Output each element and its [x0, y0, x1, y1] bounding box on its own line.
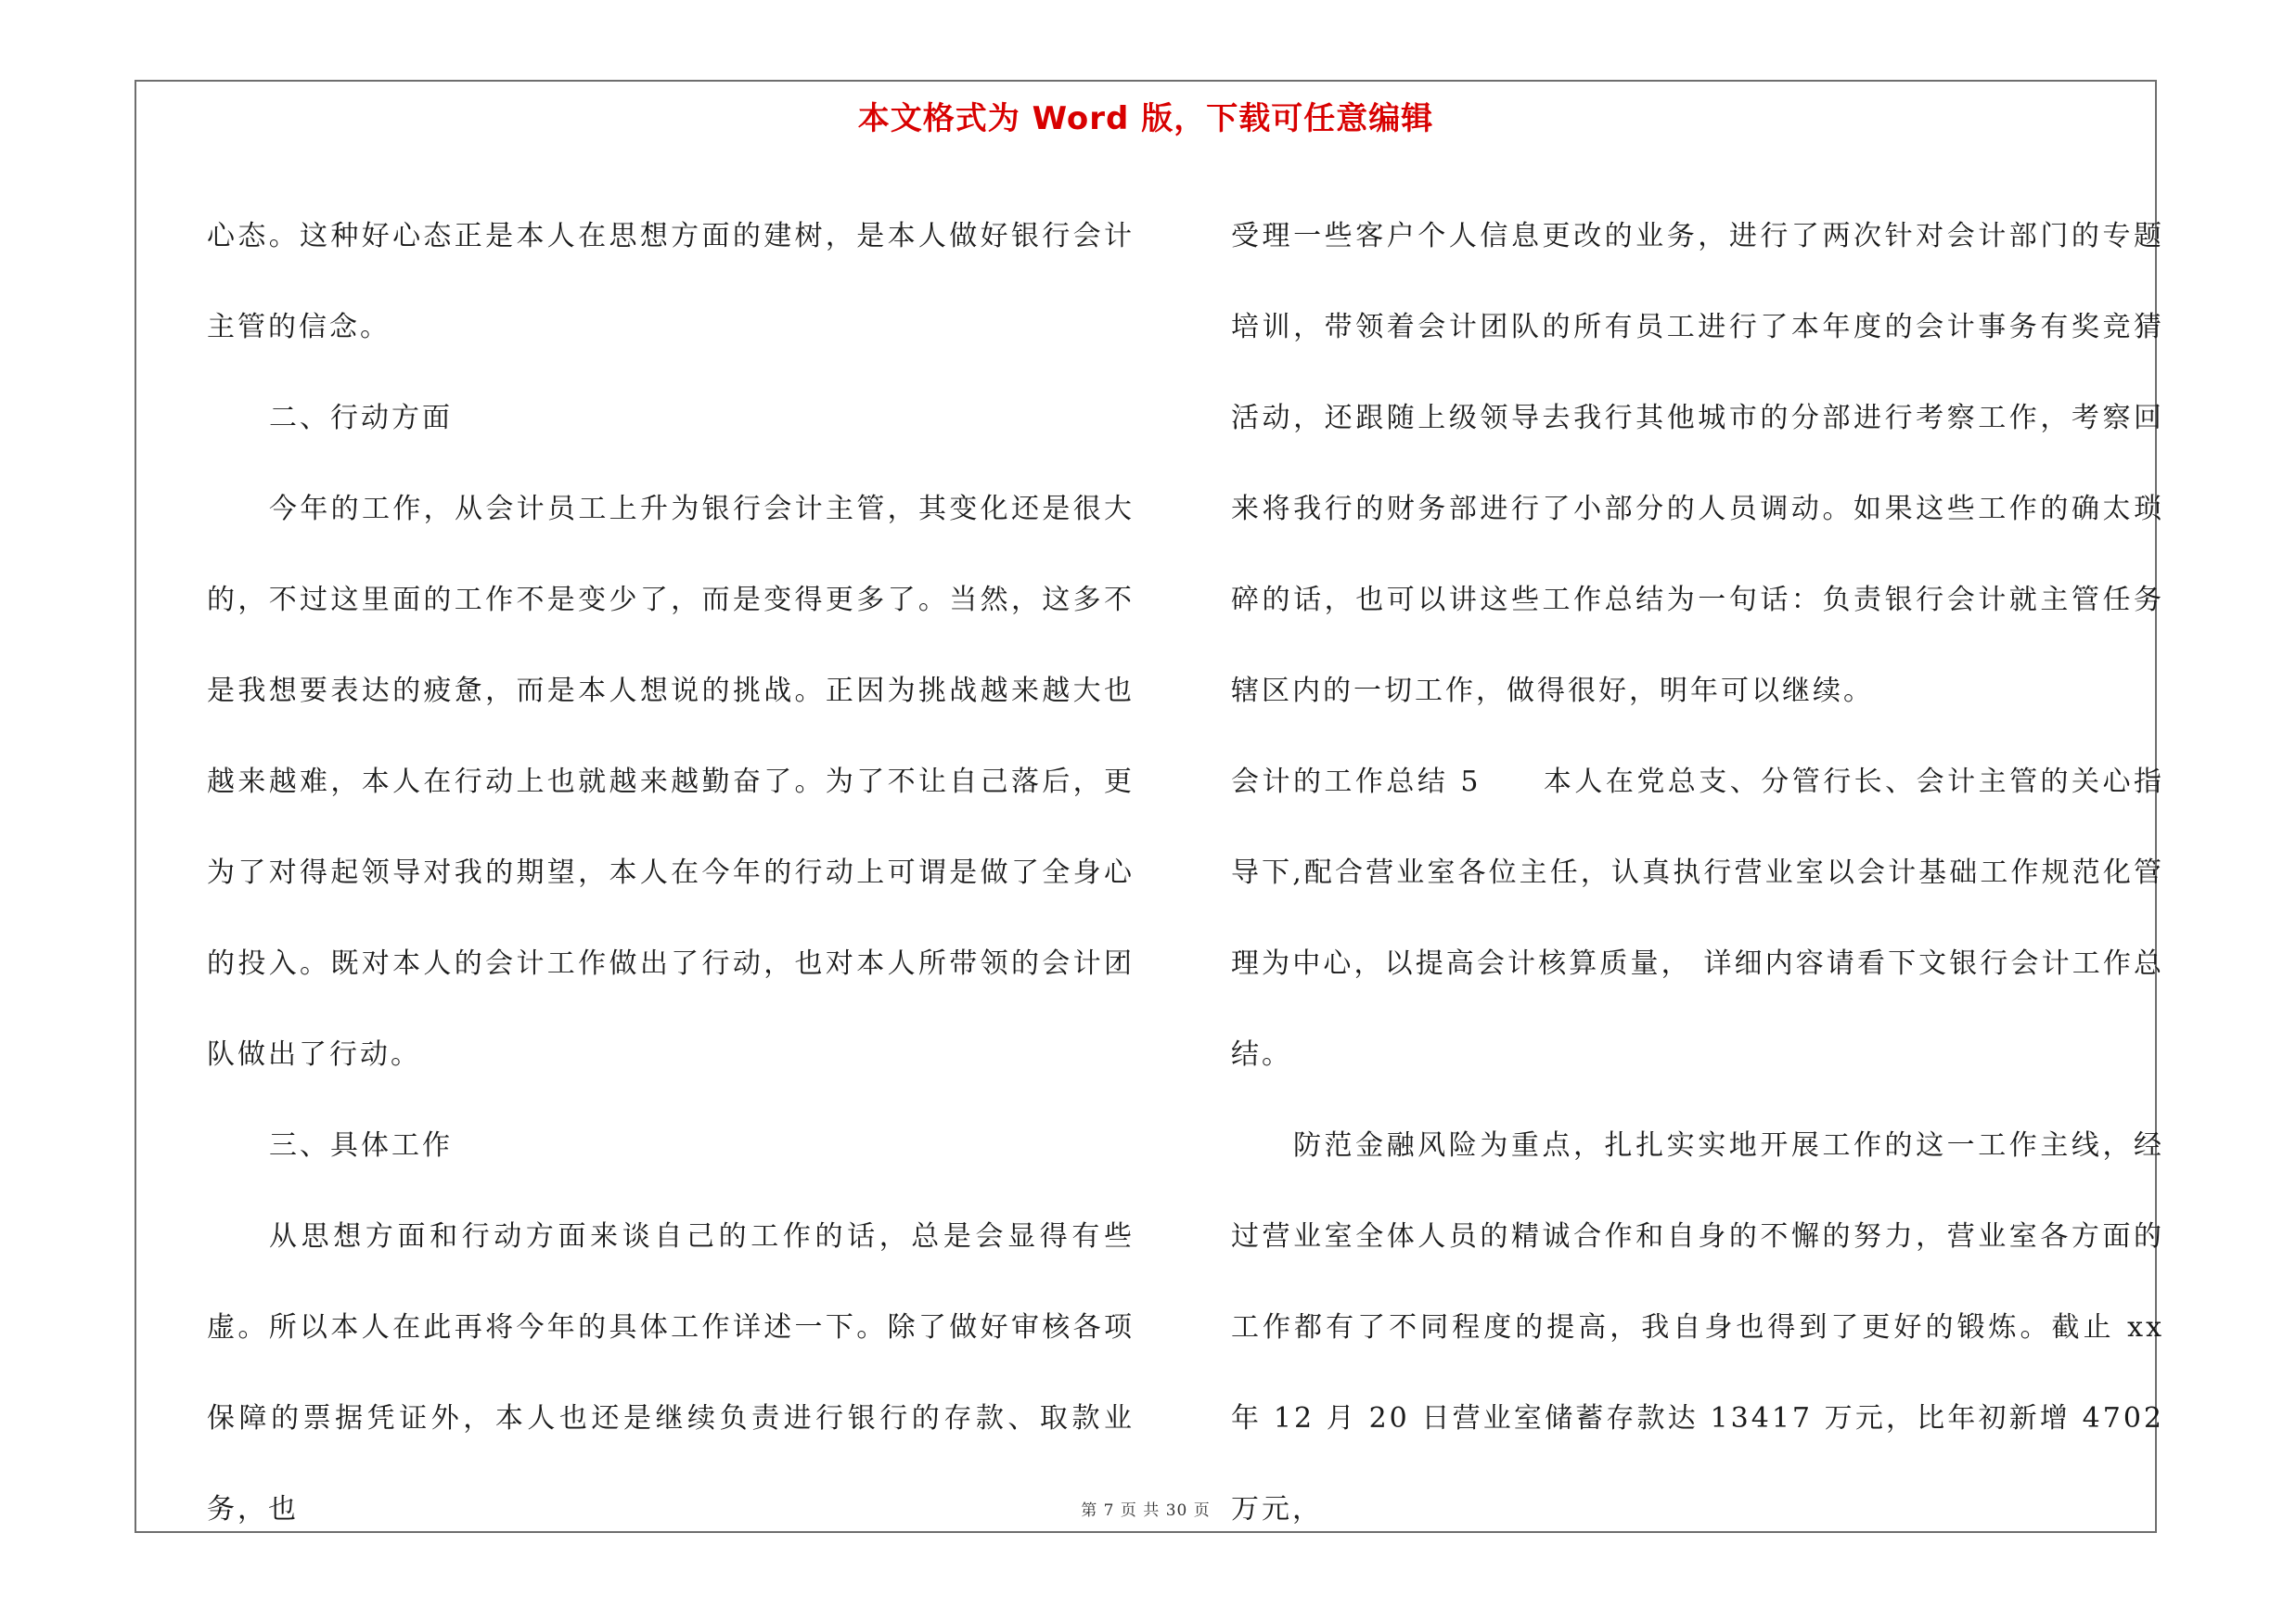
paragraph-work-details: 受理一些客户个人信息更改的业务，进行了两次针对会计部门的专题培训，带领着会计团队的所有员工进行了本年度的会计事务有奖竞猜活动，还跟随上级领导去我行其他城市的分部进行考察工作，考察回来将我行的财务部进行了小部分的人员调动。如果这些工作的确太琐碎的话，也可以讲这些工作总结为一句话：负责银行会计就主管任务辖区内的一切工作，做得很好，明年可以继续。: [1231, 220, 2164, 707]
paragraph-summary-5-intro: 会计的工作总结 5 本人在党总支、分管行长、会计主管的关心指导下,配合营业室各位主任，认真执行营业室以会计基础工作规范化管理为中心，以提高会计核算质量， 详细内容请看下文银行会计工作总结。: [1231, 766, 2164, 1071]
paragraph-risk-prevention: 防范金融风险为重点，扎扎实实地开展工作的这一工作主线，经过营业室全体人员的精诚合作和自身的不懈的努力，营业室各方面的工作都有了不同程度的提高，我自身也得到了更好的锻炼。截止 xx 年 12 月 20 日营业室储蓄存款达 13417 万元，比年初新增 4702 万元，: [1231, 1129, 2164, 1526]
paragraph-actions: 今年的工作，从会计员工上升为银行会计主管，其变化还是很大的，不过这里面的工作不是变少了，而是变得更多了。当然，这多不是我想要表达的疲惫，而是本人想说的挑战。正因为挑战越来越大也越来越难，本人在行动上也就越来越勤奋了。为了不让自己落后，更为了对得起领导对我的期望，本人在今年的行动上可谓是做了全身心的投入。既对本人的会计工作做出了行动，也对本人所带领的会计团队做出了行动。: [207, 493, 1135, 1071]
paragraph-mindset-conclusion: 心态。这种好心态正是本人在思想方面的建树，是本人做好银行会计主管的信念。: [207, 220, 1135, 343]
page-number-footer: 第 7 页 共 30 页: [1081, 1501, 1211, 1520]
section-heading-actions: 二、行动方面: [269, 402, 453, 434]
paragraph-specific-work: 从思想方面和行动方面来谈自己的工作的话，总是会显得有些虚。所以本人在此再将今年的具体工作详述一下。除了做好审核各项保障的票据凭证外，本人也还是继续负责进行银行的存款、取款业务，也: [207, 1220, 1135, 1526]
format-notice-banner: 本文格式为 Word 版，下载可任意编辑: [857, 100, 1434, 137]
section-heading-specific-work: 三、具体工作: [269, 1129, 453, 1162]
left-text-column: [207, 191, 1135, 1555]
right-text-column: [1231, 191, 2164, 1555]
page-frame: [135, 80, 2164, 1533]
